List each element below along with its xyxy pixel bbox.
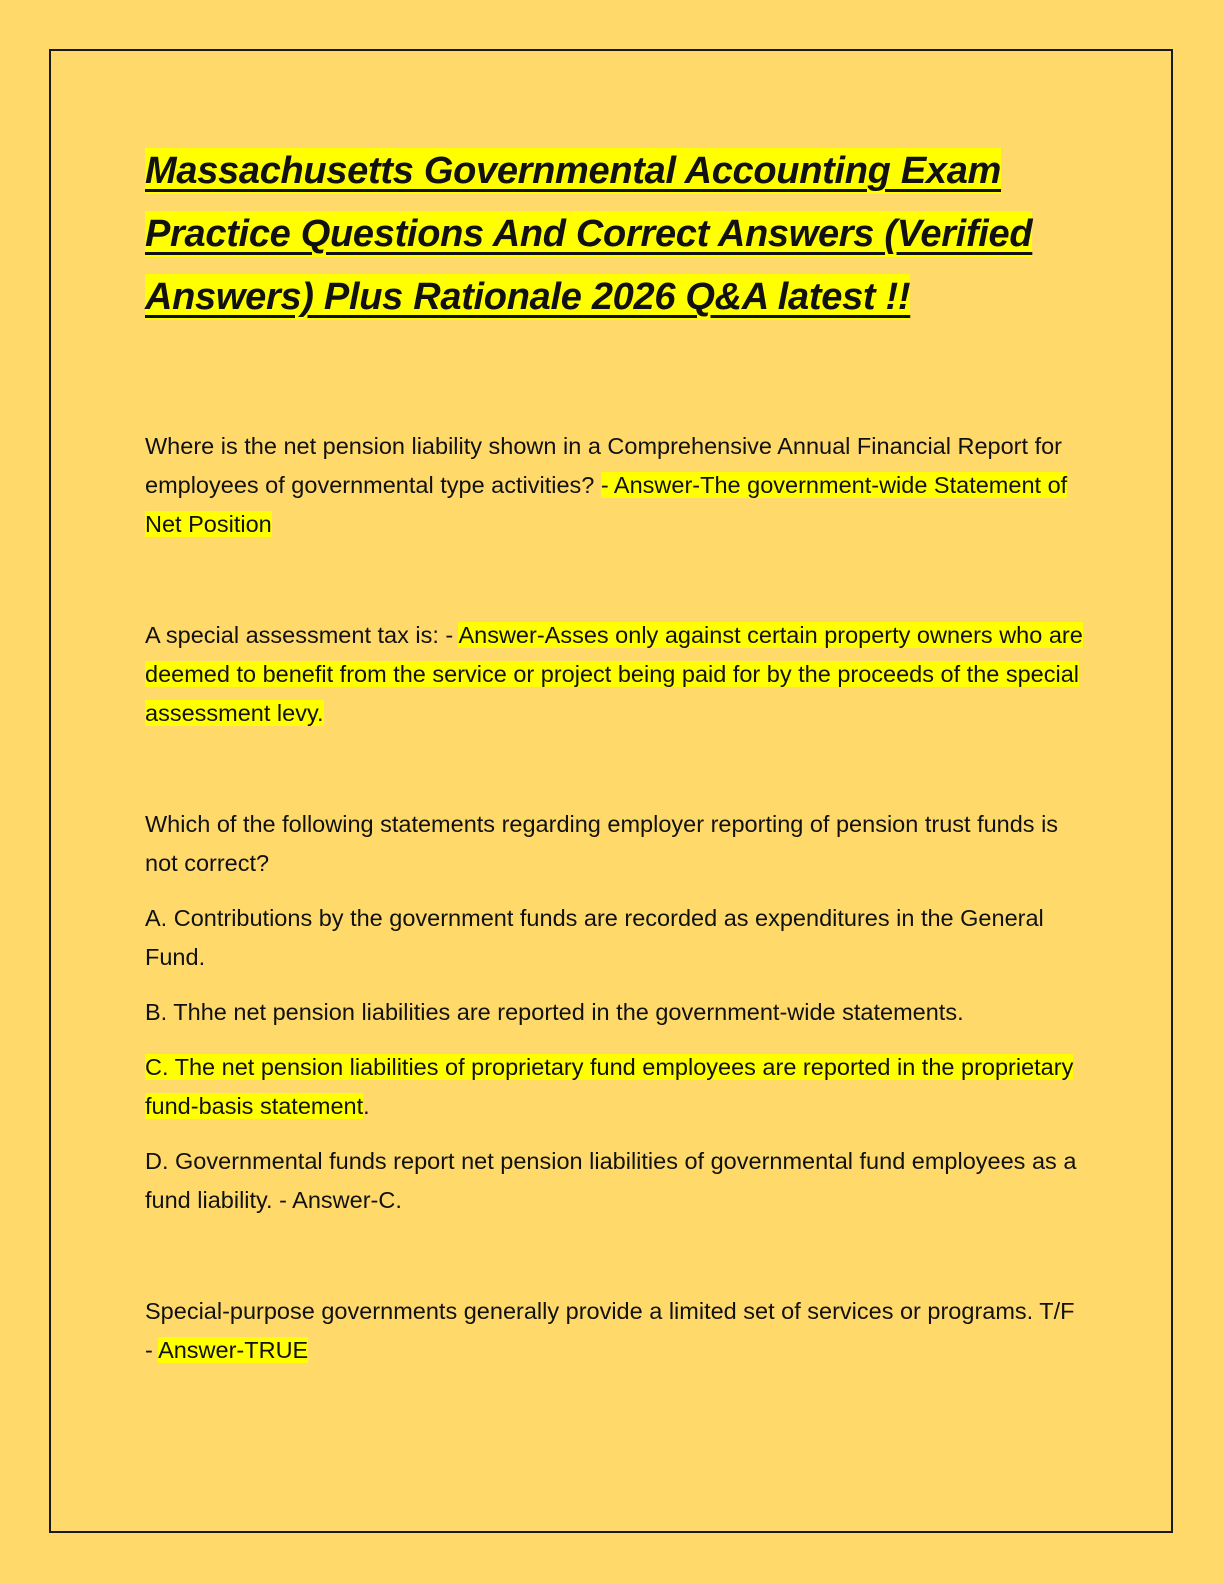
document-body — [145, 140, 1085, 1370]
question-3-option-b: B. Thhe net pension liabilities are reported in the government-wide statements. — [145, 999, 964, 1025]
question-3-option-c-suffix: . — [363, 1093, 370, 1119]
title-highlight: Massachusetts Governmental Accounting Exam Practice Questions And Correct Answers (Verified Answers) Plus Rationale 2026 Q&A latest !! — [145, 150, 1033, 318]
question-3-text: Which of the following statements regarding employer reporting of pension trust funds is not correct? — [145, 811, 1059, 876]
question-3-option-d: D. Governmental funds report net pension liabilities of governmental fund employees as a fund liability. - Answer-C. — [145, 1148, 1077, 1213]
question-1-text: Where is the net pension liability shown in a Comprehensive Annual Financial Report for employees of governmental type activities? — [145, 433, 1062, 498]
question-3-option-c — [145, 1048, 1085, 1126]
question-4-answer: Answer-TRUE — [158, 1337, 309, 1363]
question-3-option-c-text: C. The net pension liabilities of proprietary fund employees are reported in the proprietary fund-basis statement — [145, 1054, 1074, 1119]
question-3-option-a: A. Contributions by the government funds are recorded as expenditures in the General Fund. — [145, 905, 1044, 970]
question-3 — [145, 805, 1085, 883]
question-2-text: A special assessment tax is: - — [145, 622, 459, 648]
question-1 — [145, 427, 1085, 544]
question-2 — [145, 616, 1085, 733]
question-2-answer: Answer-Asses only against certain property owners who are deemed to benefit from the service or project being paid for by the proceeds of the special assessment levy. — [145, 622, 1083, 726]
question-4-text: Special-purpose governments generally provide a limited set of services or programs. T/F - — [145, 1298, 1075, 1363]
question-4 — [145, 1292, 1085, 1370]
question-1-answer: - Answer-The government-wide Statement of Net Position — [145, 472, 1068, 537]
document-title — [145, 140, 1085, 329]
